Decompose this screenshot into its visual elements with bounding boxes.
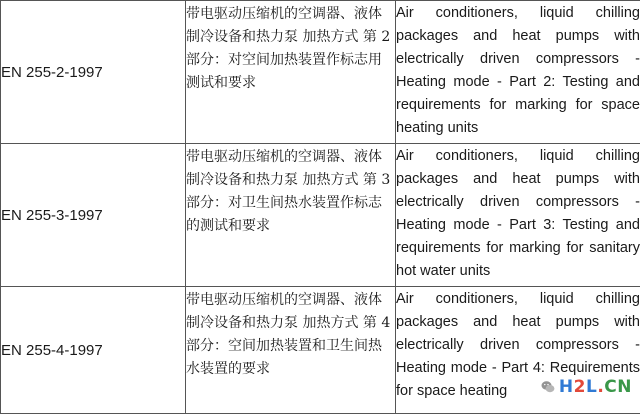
wechat-icon <box>541 380 555 394</box>
chinese-title: 带电驱动压缩机的空调器、液体制冷设备和热力泵 加热方式 第 2 部分：对空间加热装置作标志用测试和要求 <box>186 1 396 144</box>
english-title: Air conditioners, liquid chilling packages and heat pumps with electrically driven compressors - Heating mode - Part 4: Requirements for space heating <box>396 287 640 414</box>
site-watermark <box>541 377 632 397</box>
logo-l: L <box>586 377 597 397</box>
standard-code: EN 255-4-1997 <box>1 287 186 414</box>
chinese-title: 带电驱动压缩机的空调器、液体制冷设备和热力泵 加热方式 第 3 部分：对卫生间热水装置作标志的测试和要求 <box>186 144 396 287</box>
chinese-title: 带电驱动压缩机的空调器、液体制冷设备和热力泵 加热方式 第 4 部分：空间加热装置和卫生间热水装置的要求 <box>186 287 396 414</box>
logo-2: 2 <box>574 377 586 397</box>
logo-dot: . <box>597 377 604 397</box>
table-row <box>1 144 640 287</box>
logo-cn: CN <box>604 377 632 397</box>
site-logo <box>559 377 632 397</box>
english-title: Air conditioners, liquid chilling packages and heat pumps with electrically driven compressors - Heating mode - Part 2: Testing and requirements for marking for space heating units <box>396 1 640 144</box>
table-row <box>1 1 640 144</box>
standard-code: EN 255-2-1997 <box>1 1 186 144</box>
logo-h: H <box>559 377 574 397</box>
standard-code: EN 255-3-1997 <box>1 144 186 287</box>
english-title: Air conditioners, liquid chilling packages and heat pumps with electrically driven compressors - Heating mode - Part 3: Testing and requirements for marking for sanitary hot water units <box>396 144 640 287</box>
